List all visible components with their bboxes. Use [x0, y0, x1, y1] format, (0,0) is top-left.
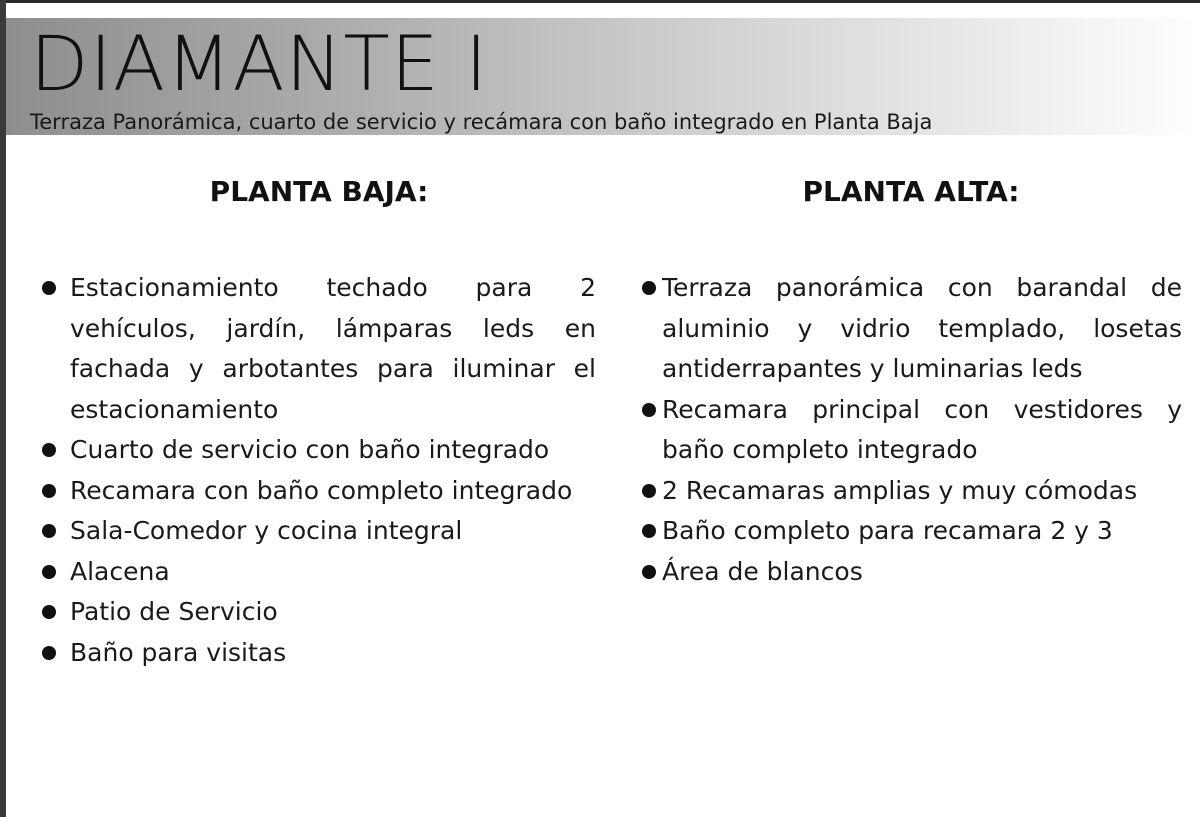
list-item-text: Alacena	[70, 556, 170, 586]
list-item	[42, 633, 596, 674]
planta-baja-section	[42, 170, 596, 673]
bullet-icon	[42, 646, 56, 660]
list-item-text: Terraza panorámica con barandal de aluminio y vidrio templado, losetas antiderrapantes y luminarias leds	[662, 273, 1182, 383]
list-item	[640, 268, 1182, 390]
bullet-icon	[642, 484, 656, 498]
bullet-icon	[642, 524, 656, 538]
planta-alta-list	[640, 268, 1182, 592]
list-item-text: Sala-Comedor y cocina integral	[70, 516, 463, 545]
list-item-text: Estacionamiento techado para 2 vehículos, jardín, lámparas leds en fachada y arbotantes para iluminar el estacionamiento	[70, 273, 596, 424]
bullet-icon	[42, 281, 56, 295]
bullet-icon	[42, 443, 56, 457]
list-item	[640, 552, 1182, 593]
bullet-icon	[42, 565, 56, 579]
list-item	[640, 511, 1182, 552]
list-item	[42, 592, 596, 633]
planta-baja-list	[42, 268, 596, 673]
list-item	[42, 552, 596, 593]
list-item	[42, 430, 596, 471]
top-border	[0, 0, 1200, 3]
planta-alta-heading: PLANTA ALTA:	[802, 175, 1020, 208]
list-item	[42, 471, 596, 512]
list-item-text: Patio de Servicio	[70, 597, 278, 626]
list-item-text: Recamara con baño completo integrado	[70, 475, 573, 505]
list-item	[640, 471, 1182, 512]
list-item-text: Baño completo para recamara 2 y 3	[662, 516, 1113, 545]
list-item-text: Baño para visitas	[70, 637, 287, 667]
planta-baja-heading: PLANTA BAJA:	[209, 175, 429, 208]
list-item	[42, 268, 596, 430]
bullet-icon	[42, 524, 56, 538]
list-item-text: 2 Recamaras amplias y muy cómodas	[662, 475, 1138, 505]
bullet-icon	[642, 281, 656, 295]
bullet-icon	[42, 484, 56, 498]
list-item	[640, 390, 1182, 471]
bullet-icon	[642, 403, 656, 417]
page-title: DIAMANTE I	[30, 19, 489, 108]
planta-alta-section	[640, 170, 1182, 592]
list-item-text: Área de blancos	[662, 556, 863, 586]
list-item-text: Recamara principal con vestidores y baño completo integrado	[662, 394, 1182, 464]
list-item-text: Cuarto de servicio con baño integrado	[70, 435, 550, 464]
list-item	[42, 511, 596, 552]
bullet-icon	[42, 605, 56, 619]
page-subtitle: Terraza Panorámica, cuarto de servicio y recámara con baño integrado en Planta Baja	[30, 110, 933, 134]
bullet-icon	[642, 565, 656, 579]
